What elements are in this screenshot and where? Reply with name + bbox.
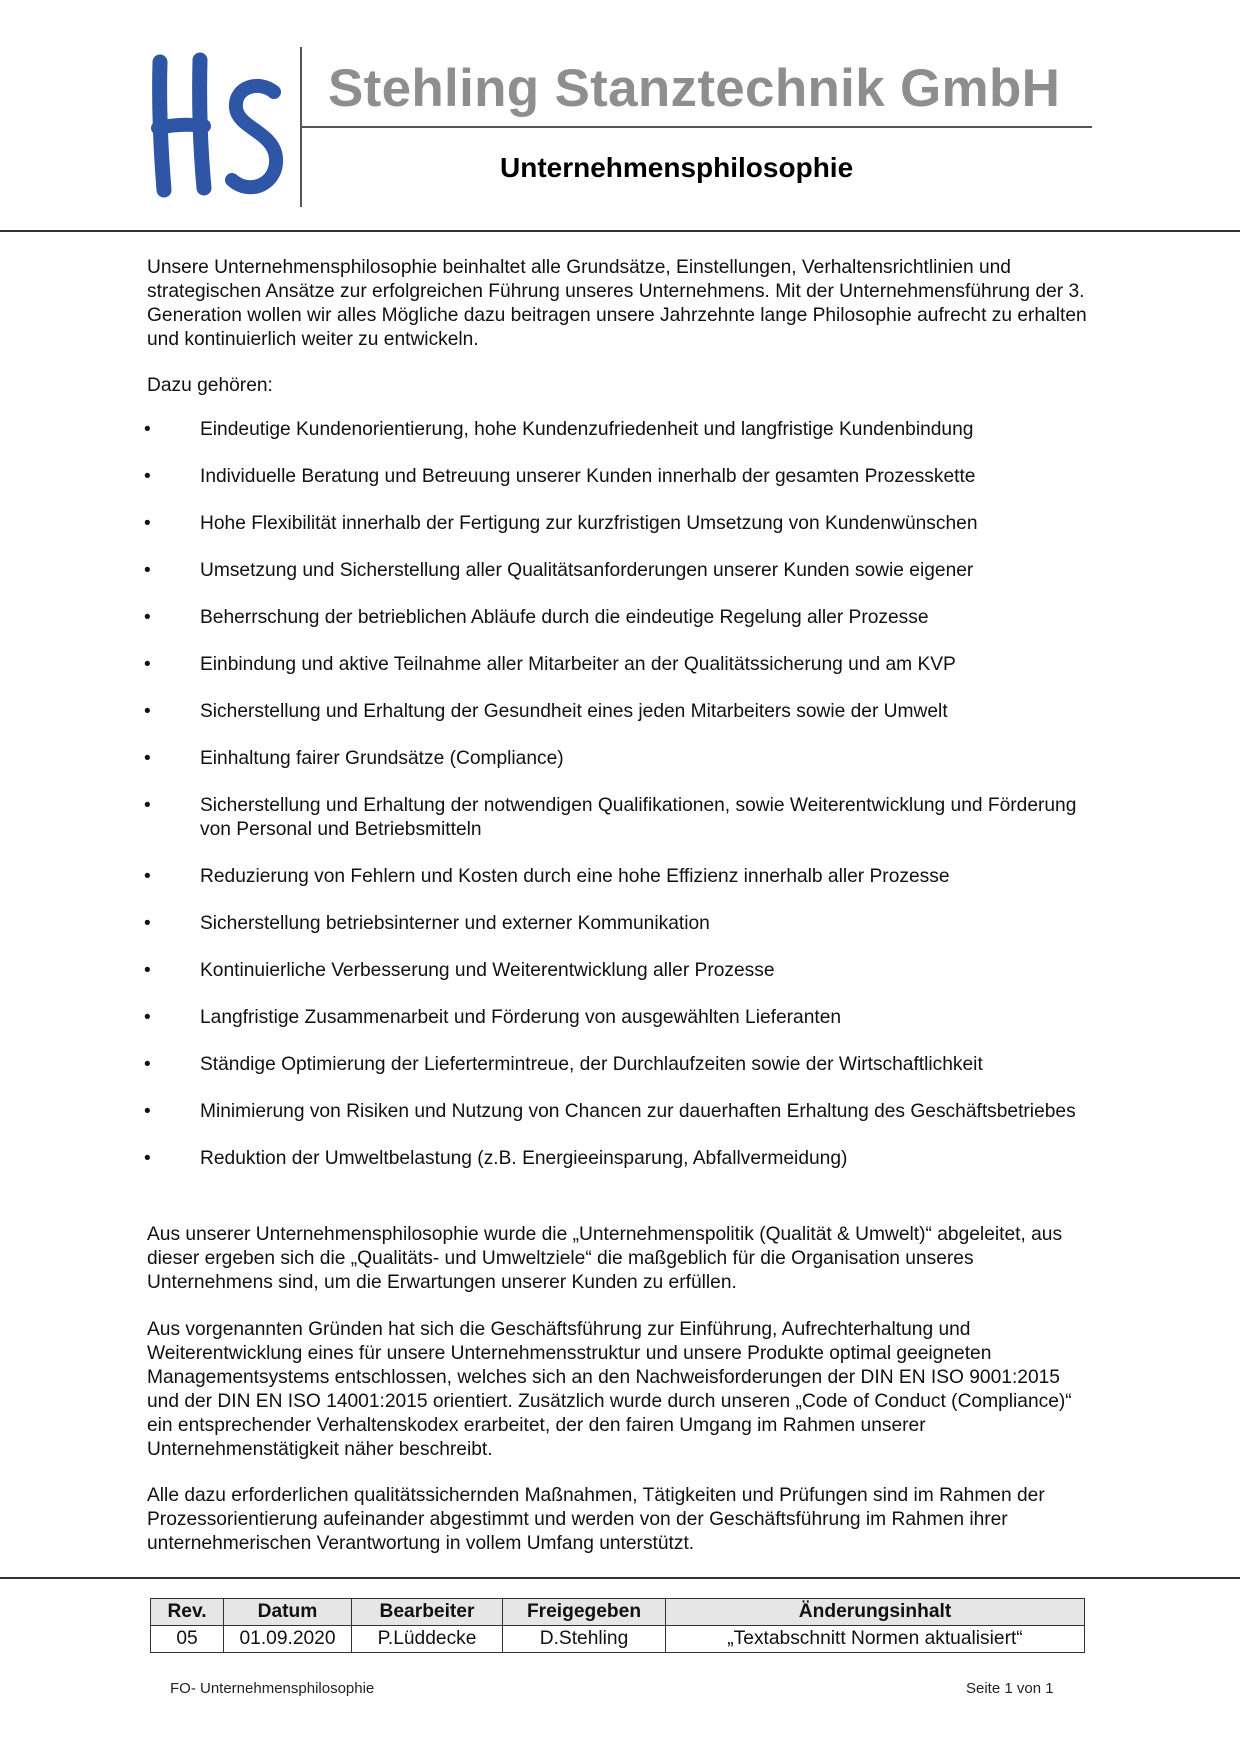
policy-paragraph: Aus unserer Unternehmensphilosophie wurde die „Unternehmenspolitik (Qualität & Umwelt)“ abgeleitet, aus dieser ergeben sich die „Qualitäts- und Umweltziele“ die maßgeblich für die Organisation unseres Unternehmens sind, um die Erwartungen unserer Kunden zu erfüllen. [147,1224,1063,1293]
company-name: Stehling Stanztechnik GmbH [328,59,1061,118]
list-item: • Individuelle Beratung und Betreuung unserer Kunden innerhalb der gesamten Prozesskette [144,465,1094,489]
list-item: • Minimierung von Risiken und Nutzung von Chancen zur dauerhaften Erhaltung des Geschäftsbetriebes [144,1100,1094,1124]
cell-approved: D.Stehling [503,1626,666,1653]
table-header-row [151,1599,1085,1626]
list-item: • Sicherstellung und Erhaltung der notwendigen Qualifikationen, sowie Weiterentwicklung und Förderung von Personal und Betriebsmitteln [144,794,1094,842]
list-item: • Sicherstellung und Erhaltung der Gesundheit eines jeden Mitarbeiters sowie der Umwelt [144,700,1094,724]
list-heading: Dazu gehören: [147,375,273,396]
cell-change: „Textabschnitt Normen aktualisiert“ [666,1626,1085,1653]
cell-date: 01.09.2020 [224,1626,352,1653]
column-header-approved: Freigegeben [503,1599,666,1626]
revision-table [150,1598,1085,1653]
header-bottom-rule [0,230,1240,232]
list-item: • Kontinuierliche Verbesserung und Weiterentwicklung aller Prozesse [144,959,1094,983]
column-header-change: Änderungsinhalt [666,1599,1085,1626]
list-item: • Hohe Flexibilität innerhalb der Fertigung zur kurzfristigen Umsetzung von Kundenwünschen [144,512,1094,536]
footer-top-rule [0,1577,1240,1579]
cell-editor: P.Lüddecke [352,1626,503,1653]
page-number: Seite 1 von 1 [966,1680,1054,1697]
column-header-rev: Rev. [151,1599,224,1626]
list-item: • Reduzierung von Fehlern und Kosten durch eine hohe Effizienz innerhalb aller Prozesse [144,865,1094,889]
company-logo [148,50,298,200]
cell-rev: 05 [151,1626,224,1653]
list-item: • Langfristige Zusammenarbeit und Förderung von ausgewählten Lieferanten [144,1006,1094,1030]
form-identifier: FO- Unternehmensphilosophie [170,1680,375,1697]
table-row [151,1626,1085,1653]
list-item: • Beherrschung der betrieblichen Abläufe durch die eindeutige Regelung aller Prozesse [144,606,1094,630]
measures-paragraph: Alle dazu erforderlichen qualitätssichernden Maßnahmen, Tätigkeiten und Prüfungen sind im Rahmen der Prozessorientierung aufeinander abgestimmt und werden von der Geschäftsführung im Rahmen ihrer unternehmerischen Verantwortung in vollem Umfang unterstützt. [147,1485,1045,1554]
document-title: Unternehmensphilosophie [500,152,854,183]
list-item: • Umsetzung und Sicherstellung aller Qualitätsanforderungen unserer Kunden sowie eigener [144,559,1094,583]
list-item: • Ständige Optimierung der Liefertermintreue, der Durchlaufzeiten sowie der Wirtschaftlichkeit [144,1053,1094,1077]
list-item: • Sicherstellung betriebsinterner und externer Kommunikation [144,912,1094,936]
list-item: • Einbindung und aktive Teilnahme aller Mitarbeiter an der Qualitätssicherung und am KVP [144,653,1094,677]
list-item: • Eindeutige Kundenorientierung, hohe Kundenzufriedenheit und langfristige Kundenbindung [144,418,1094,442]
column-header-date: Datum [224,1599,352,1626]
list-item: • Einhaltung fairer Grundsätze (Compliance) [144,747,1094,771]
management-system-paragraph: Aus vorgenannten Gründen hat sich die Geschäftsführung zur Einführung, Aufrechterhaltung und Weiterentwicklung eines für unsere Unternehmensstruktur und unsere Produkte optimal geeigneten Managementsystems entschlossen, welches sich an den Nachweisforderungen der DIN EN ISO 9001:2015 und der DIN EN ISO 14001:2015 orientiert. Zusätzlich wurde durch unseren „Code of Conduct (Compliance)“ ein entsprechender Verhaltenskodex erarbeitet, der den fairen Umgang im Rahmen unserer Unternehmenstätigkeit näher beschreibt. [147,1319,1072,1460]
intro-paragraph: Unsere Unternehmensphilosophie beinhaltet alle Grundsätze, Einstellungen, Verhaltensrichtlinien und strategischen Ansätze zur erfolgreichen Führung unseres Unternehmens. Mit der Unternehmensführung der 3. Generation wollen wir alles Mögliche dazu beitragen unsere Jahrzehnte lange Philosophie aufrecht zu erhalten und kontinuierlich weiter zu entwickeln. [147,257,1087,350]
principles-list [144,418,1094,1194]
header-divider [302,126,1092,128]
list-item: • Reduktion der Umweltbelastung (z.B. Energieeinsparung, Abfallvermeidung) [144,1147,1094,1171]
column-header-editor: Bearbeiter [352,1599,503,1626]
